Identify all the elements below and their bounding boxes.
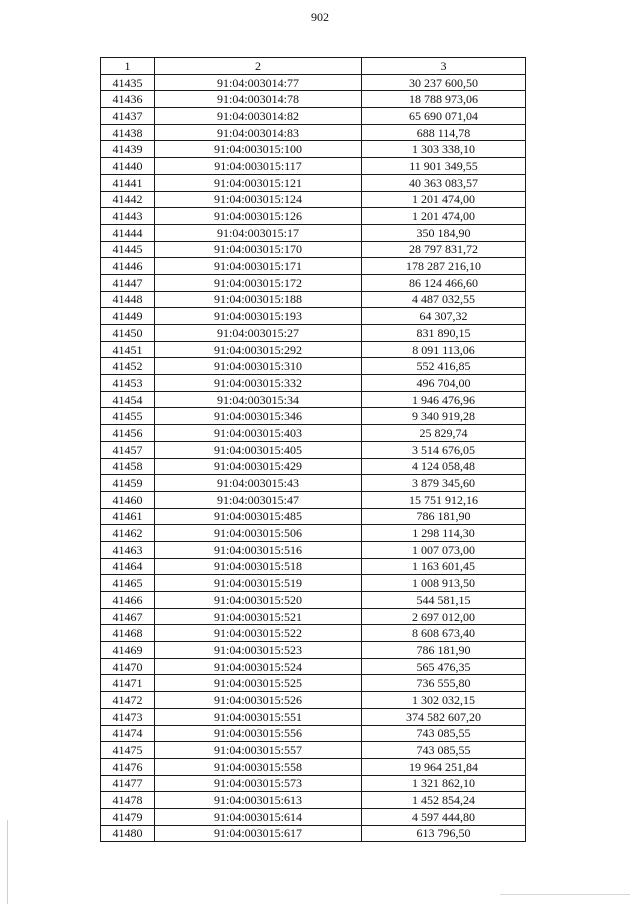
cell-value: 3 879 345,60 (362, 475, 526, 492)
cell-cadastral-number: 91:04:003015:525 (155, 675, 362, 692)
cell-index: 41473 (101, 708, 155, 725)
cell-cadastral-number: 91:04:003015:34 (155, 391, 362, 408)
table-row (101, 675, 526, 692)
cell-cadastral-number: 91:04:003015:506 (155, 525, 362, 542)
cell-cadastral-number: 91:04:003015:310 (155, 358, 362, 375)
cell-index: 41461 (101, 508, 155, 525)
page-number: 902 (311, 10, 329, 24)
table-row (101, 808, 526, 825)
cell-index: 41454 (101, 391, 155, 408)
cell-cadastral-number: 91:04:003014:77 (155, 74, 362, 91)
table-row (101, 224, 526, 241)
cell-value: 2 697 012,00 (362, 608, 526, 625)
cell-cadastral-number: 91:04:003015:516 (155, 541, 362, 558)
table-row (101, 141, 526, 158)
cell-cadastral-number: 91:04:003015:17 (155, 224, 362, 241)
cell-value: 4 597 444,80 (362, 808, 526, 825)
cell-cadastral-number: 91:04:003014:82 (155, 108, 362, 125)
cell-index: 41465 (101, 575, 155, 592)
cell-index: 41453 (101, 375, 155, 392)
scan-bottom-mark (500, 894, 630, 895)
cell-cadastral-number: 91:04:003015:193 (155, 308, 362, 325)
cell-cadastral-number: 91:04:003015:613 (155, 792, 362, 809)
table-row (101, 525, 526, 542)
cell-cadastral-number: 91:04:003015:526 (155, 692, 362, 709)
table-row (101, 441, 526, 458)
cell-value: 565 476,35 (362, 658, 526, 675)
table-row (101, 558, 526, 575)
cell-value: 28 797 831,72 (362, 241, 526, 258)
cell-cadastral-number: 91:04:003015:126 (155, 208, 362, 225)
cell-value: 496 704,00 (362, 375, 526, 392)
cell-cadastral-number: 91:04:003015:520 (155, 592, 362, 609)
cell-cadastral-number: 91:04:003015:188 (155, 291, 362, 308)
cell-value: 30 237 600,50 (362, 74, 526, 91)
cell-index: 41448 (101, 291, 155, 308)
cell-cadastral-number: 91:04:003015:557 (155, 742, 362, 759)
cell-index: 41446 (101, 258, 155, 275)
cell-value: 11 901 349,55 (362, 158, 526, 175)
table-row (101, 208, 526, 225)
cell-cadastral-number: 91:04:003015:405 (155, 441, 362, 458)
cell-index: 41445 (101, 241, 155, 258)
cell-cadastral-number: 91:04:003015:429 (155, 458, 362, 475)
cell-value: 1 201 474,00 (362, 191, 526, 208)
cell-index: 41435 (101, 74, 155, 91)
cell-value: 736 555,80 (362, 675, 526, 692)
cell-cadastral-number: 91:04:003015:292 (155, 341, 362, 358)
cell-value: 25 829,74 (362, 425, 526, 442)
cell-value: 4 124 058,48 (362, 458, 526, 475)
cell-value: 1 452 854,24 (362, 792, 526, 809)
table-row (101, 425, 526, 442)
cell-cadastral-number: 91:04:003015:558 (155, 758, 362, 775)
table-row (101, 174, 526, 191)
cell-value: 743 085,55 (362, 725, 526, 742)
cell-index: 41471 (101, 675, 155, 692)
cell-cadastral-number: 91:04:003015:403 (155, 425, 362, 442)
cell-cadastral-number: 91:04:003015:485 (155, 508, 362, 525)
cadastral-value-table (100, 57, 526, 842)
cell-value: 1 321 862,10 (362, 775, 526, 792)
cell-value: 743 085,55 (362, 742, 526, 759)
cell-index: 41470 (101, 658, 155, 675)
column-header-index: 1 (101, 58, 155, 75)
cell-cadastral-number: 91:04:003015:524 (155, 658, 362, 675)
cell-cadastral-number: 91:04:003015:172 (155, 274, 362, 291)
cell-cadastral-number: 91:04:003015:124 (155, 191, 362, 208)
table-row (101, 592, 526, 609)
cell-value: 374 582 607,20 (362, 708, 526, 725)
table-row (101, 124, 526, 141)
table-row (101, 74, 526, 91)
cell-value: 18 788 973,06 (362, 91, 526, 108)
cell-index: 41475 (101, 742, 155, 759)
cell-index: 41460 (101, 491, 155, 508)
cell-cadastral-number: 91:04:003015:47 (155, 491, 362, 508)
cell-cadastral-number: 91:04:003015:27 (155, 325, 362, 342)
table-row (101, 358, 526, 375)
table-row (101, 625, 526, 642)
cell-cadastral-number: 91:04:003014:83 (155, 124, 362, 141)
cell-value: 8 608 673,40 (362, 625, 526, 642)
cell-cadastral-number: 91:04:003015:43 (155, 475, 362, 492)
cell-index: 41447 (101, 274, 155, 291)
cell-value: 4 487 032,55 (362, 291, 526, 308)
table-row (101, 391, 526, 408)
cell-value: 1 298 114,30 (362, 525, 526, 542)
cell-index: 41437 (101, 108, 155, 125)
cell-index: 41468 (101, 625, 155, 642)
cell-value: 1 008 913,50 (362, 575, 526, 592)
cell-index: 41469 (101, 642, 155, 659)
cell-value: 831 890,15 (362, 325, 526, 342)
cell-index: 41438 (101, 124, 155, 141)
column-header-cadastral-number: 2 (155, 58, 362, 75)
cell-value: 350 184,90 (362, 224, 526, 241)
cell-index: 41479 (101, 808, 155, 825)
cell-cadastral-number: 91:04:003015:551 (155, 708, 362, 725)
cell-index: 41442 (101, 191, 155, 208)
cell-index: 41464 (101, 558, 155, 575)
cell-index: 41440 (101, 158, 155, 175)
cell-cadastral-number: 91:04:003014:78 (155, 91, 362, 108)
table-row (101, 708, 526, 725)
table-row (101, 775, 526, 792)
table-row (101, 375, 526, 392)
table-row (101, 658, 526, 675)
cell-index: 41450 (101, 325, 155, 342)
cell-value: 40 363 083,57 (362, 174, 526, 191)
cell-value: 178 287 216,10 (362, 258, 526, 275)
cell-index: 41455 (101, 408, 155, 425)
cell-value: 786 181,90 (362, 642, 526, 659)
table-row (101, 541, 526, 558)
cell-cadastral-number: 91:04:003015:171 (155, 258, 362, 275)
cell-value: 3 514 676,05 (362, 441, 526, 458)
cell-index: 41477 (101, 775, 155, 792)
table-row (101, 291, 526, 308)
cell-value: 552 416,85 (362, 358, 526, 375)
cell-cadastral-number: 91:04:003015:573 (155, 775, 362, 792)
table-row (101, 458, 526, 475)
cell-index: 41472 (101, 692, 155, 709)
table-row (101, 258, 526, 275)
cell-index: 41451 (101, 341, 155, 358)
column-header-value: 3 (362, 58, 526, 75)
cell-index: 41476 (101, 758, 155, 775)
cell-index: 41457 (101, 441, 155, 458)
cell-value: 786 181,90 (362, 508, 526, 525)
table-row (101, 725, 526, 742)
cell-index: 41456 (101, 425, 155, 442)
cell-index: 41478 (101, 792, 155, 809)
cell-cadastral-number: 91:04:003015:519 (155, 575, 362, 592)
cell-value: 19 964 251,84 (362, 758, 526, 775)
cell-value: 1 946 476,96 (362, 391, 526, 408)
cell-cadastral-number: 91:04:003015:614 (155, 808, 362, 825)
cell-value: 8 091 113,06 (362, 341, 526, 358)
cell-value: 1 007 073,00 (362, 541, 526, 558)
table-row (101, 758, 526, 775)
cell-cadastral-number: 91:04:003015:522 (155, 625, 362, 642)
table-row (101, 491, 526, 508)
cell-value: 65 690 071,04 (362, 108, 526, 125)
cell-cadastral-number: 91:04:003015:521 (155, 608, 362, 625)
table-row (101, 274, 526, 291)
table-row (101, 792, 526, 809)
table-row (101, 325, 526, 342)
cell-cadastral-number: 91:04:003015:170 (155, 241, 362, 258)
cell-index: 41467 (101, 608, 155, 625)
table-row (101, 608, 526, 625)
cell-value: 64 307,32 (362, 308, 526, 325)
cell-cadastral-number: 91:04:003015:556 (155, 725, 362, 742)
cell-index: 41466 (101, 592, 155, 609)
table-row (101, 91, 526, 108)
table-row (101, 692, 526, 709)
cell-index: 41474 (101, 725, 155, 742)
cell-cadastral-number: 91:04:003015:117 (155, 158, 362, 175)
cell-value: 544 581,15 (362, 592, 526, 609)
cell-value: 1 201 474,00 (362, 208, 526, 225)
cell-index: 41439 (101, 141, 155, 158)
cell-value: 1 303 338,10 (362, 141, 526, 158)
table-row (101, 341, 526, 358)
scan-margin-line (7, 820, 8, 904)
cell-index: 41441 (101, 174, 155, 191)
table-row (101, 508, 526, 525)
table-row (101, 642, 526, 659)
cell-index: 41463 (101, 541, 155, 558)
cell-index: 41452 (101, 358, 155, 375)
cell-index: 41436 (101, 91, 155, 108)
cell-cadastral-number: 91:04:003015:346 (155, 408, 362, 425)
cell-cadastral-number: 91:04:003015:523 (155, 642, 362, 659)
cell-cadastral-number: 91:04:003015:617 (155, 825, 362, 842)
cell-cadastral-number: 91:04:003015:121 (155, 174, 362, 191)
table-row (101, 825, 526, 842)
cell-value: 1 302 032,15 (362, 692, 526, 709)
table-header (101, 58, 526, 75)
cell-cadastral-number: 91:04:003015:518 (155, 558, 362, 575)
cell-value: 9 340 919,28 (362, 408, 526, 425)
cell-cadastral-number: 91:04:003015:332 (155, 375, 362, 392)
cell-index: 41444 (101, 224, 155, 241)
table-body (101, 74, 526, 842)
cell-cadastral-number: 91:04:003015:100 (155, 141, 362, 158)
table-row (101, 158, 526, 175)
table-row (101, 575, 526, 592)
cell-value: 1 163 601,45 (362, 558, 526, 575)
table-row (101, 108, 526, 125)
cell-value: 613 796,50 (362, 825, 526, 842)
cell-value: 688 114,78 (362, 124, 526, 141)
table-row (101, 308, 526, 325)
cell-index: 41449 (101, 308, 155, 325)
cell-index: 41443 (101, 208, 155, 225)
cell-value: 15 751 912,16 (362, 491, 526, 508)
table-row (101, 742, 526, 759)
cell-index: 41462 (101, 525, 155, 542)
table-row (101, 408, 526, 425)
cell-index: 41480 (101, 825, 155, 842)
cell-index: 41459 (101, 475, 155, 492)
table-row (101, 475, 526, 492)
table-row (101, 241, 526, 258)
header-row (101, 58, 526, 75)
cell-value: 86 124 466,60 (362, 274, 526, 291)
cell-index: 41458 (101, 458, 155, 475)
table-row (101, 191, 526, 208)
